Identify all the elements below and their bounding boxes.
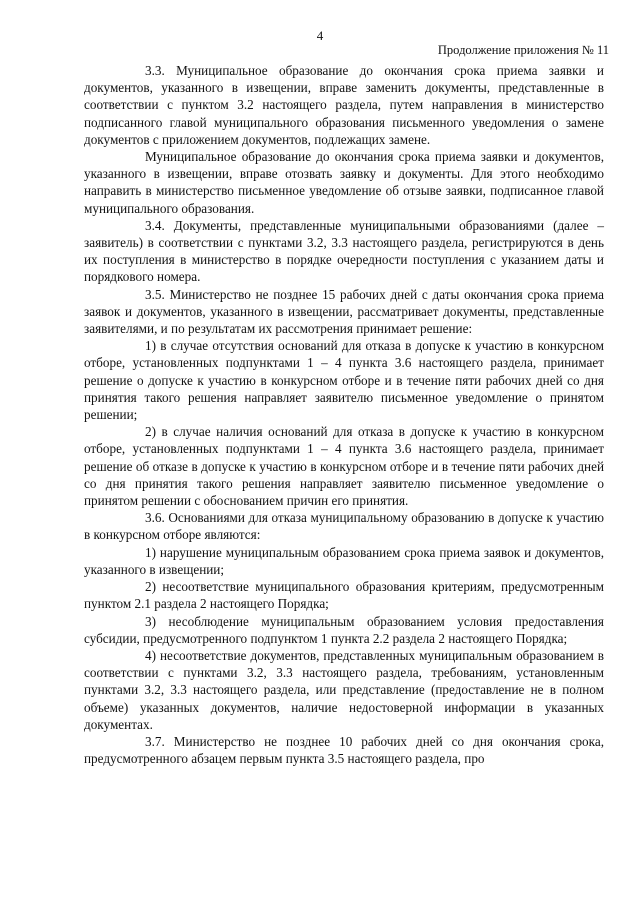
page-number: 4 bbox=[316, 28, 324, 43]
paragraph-3-6-item-3: 3) несоблюдение муниципальным образованием условия предоставления субсидии, предусмотренного подпунктом 1 пункта 2.2 раздела 2 настоящего Порядка; bbox=[84, 613, 604, 646]
paragraph-3-5-item-2: 2) в случае наличия оснований для отказа в допуске к участию в конкурсном отборе, установленных подпунктами 1 – 4 пункта 3.6 настоящего раздела, принимает решение об отказе в допуске к участию в конкурсном отборе и в течение пяти рабочих дней со дня принятия такого решения направляет заявителю письменное уведомление о принятом решении с обоснованием причин его принятия. bbox=[84, 424, 604, 509]
paragraph-3-3-withdrawal: Муниципальное образование до окончания срока приема заявки и документов, указанного в извещении, вправе отозвать заявку и документы. Для этого необходимо направить в министерство письменное уведомление об отзыве заявки, подписанное главой муниципального образования. bbox=[84, 149, 604, 216]
paragraph-3-5-item-1: 1) в случае отсутствия оснований для отказа в допуске к участию в конкурсном отборе, установленных подпунктами 1 – 4 пункта 3.6 настоящего раздела, принимает решение о допуске к участию в конкурсном отборе и в течение пяти рабочих дней со дня принятия такого решения направляет заявителю письменное уведомление о принятом решении; bbox=[84, 338, 604, 423]
document-body bbox=[84, 62, 604, 767]
paragraph-3-6: 3.6. Основаниями для отказа муниципальному образованию в допуске к участию в конкурсном отборе являются: bbox=[84, 510, 604, 543]
paragraph-3-3: 3.3. Муниципальное образование до окончания срока приема заявки и документов, указанного в извещении, вправе заменить документы, представленные в соответствии с пунктом 3.2 настоящего раздела, путем направления в министерство подписанного главой муниципального образования письменного уведомления о замене документов с приложением документов, подлежащих замене. bbox=[84, 63, 604, 147]
paragraph-3-6-item-4: 4) несоответствие документов, представленных муниципальным образованием в соответствии с пунктами 3.2, 3.3 настоящего раздела, требованиям, установленным пунктами 3.2, 3.3 настоящего раздела, или представление (предоставление не в полном объеме) указанных документов, наличие недостоверной информации в указанных документах. bbox=[84, 647, 604, 732]
paragraph-3-5: 3.5. Министерство не позднее 15 рабочих дней с даты окончания срока приема заявок и документов, указанного в извещении, рассматривает документы, представленные заявителями, и по результатам их рассмотрения принимает решение: bbox=[84, 286, 604, 337]
paragraph-3-7: 3.7. Министерство не позднее 10 рабочих дней со дня окончания срока, предусмотренного абзацем первым пункта 3.5 настоящего раздела, про bbox=[84, 733, 604, 767]
paragraph-3-6-item-2: 2) несоответствие муниципального образования критериям, предусмотренным пунктом 2.1 раздела 2 настоящего Порядка; bbox=[84, 579, 604, 612]
paragraph-3-6-item-1: 1) нарушение муниципальным образованием срока приема заявок и документов, указанного в извещении; bbox=[84, 544, 604, 577]
appendix-continuation-label: Продолжение приложения № 11 bbox=[437, 43, 609, 57]
paragraph-3-4: 3.4. Документы, представленные муниципальными образованиями (далее – заявитель) в соответствии с пунктами 3.2, 3.3 настоящего раздела, регистрируются в день их поступления в министерство в порядке очередности поступления с указанием даты и порядкового номера. bbox=[84, 217, 604, 285]
